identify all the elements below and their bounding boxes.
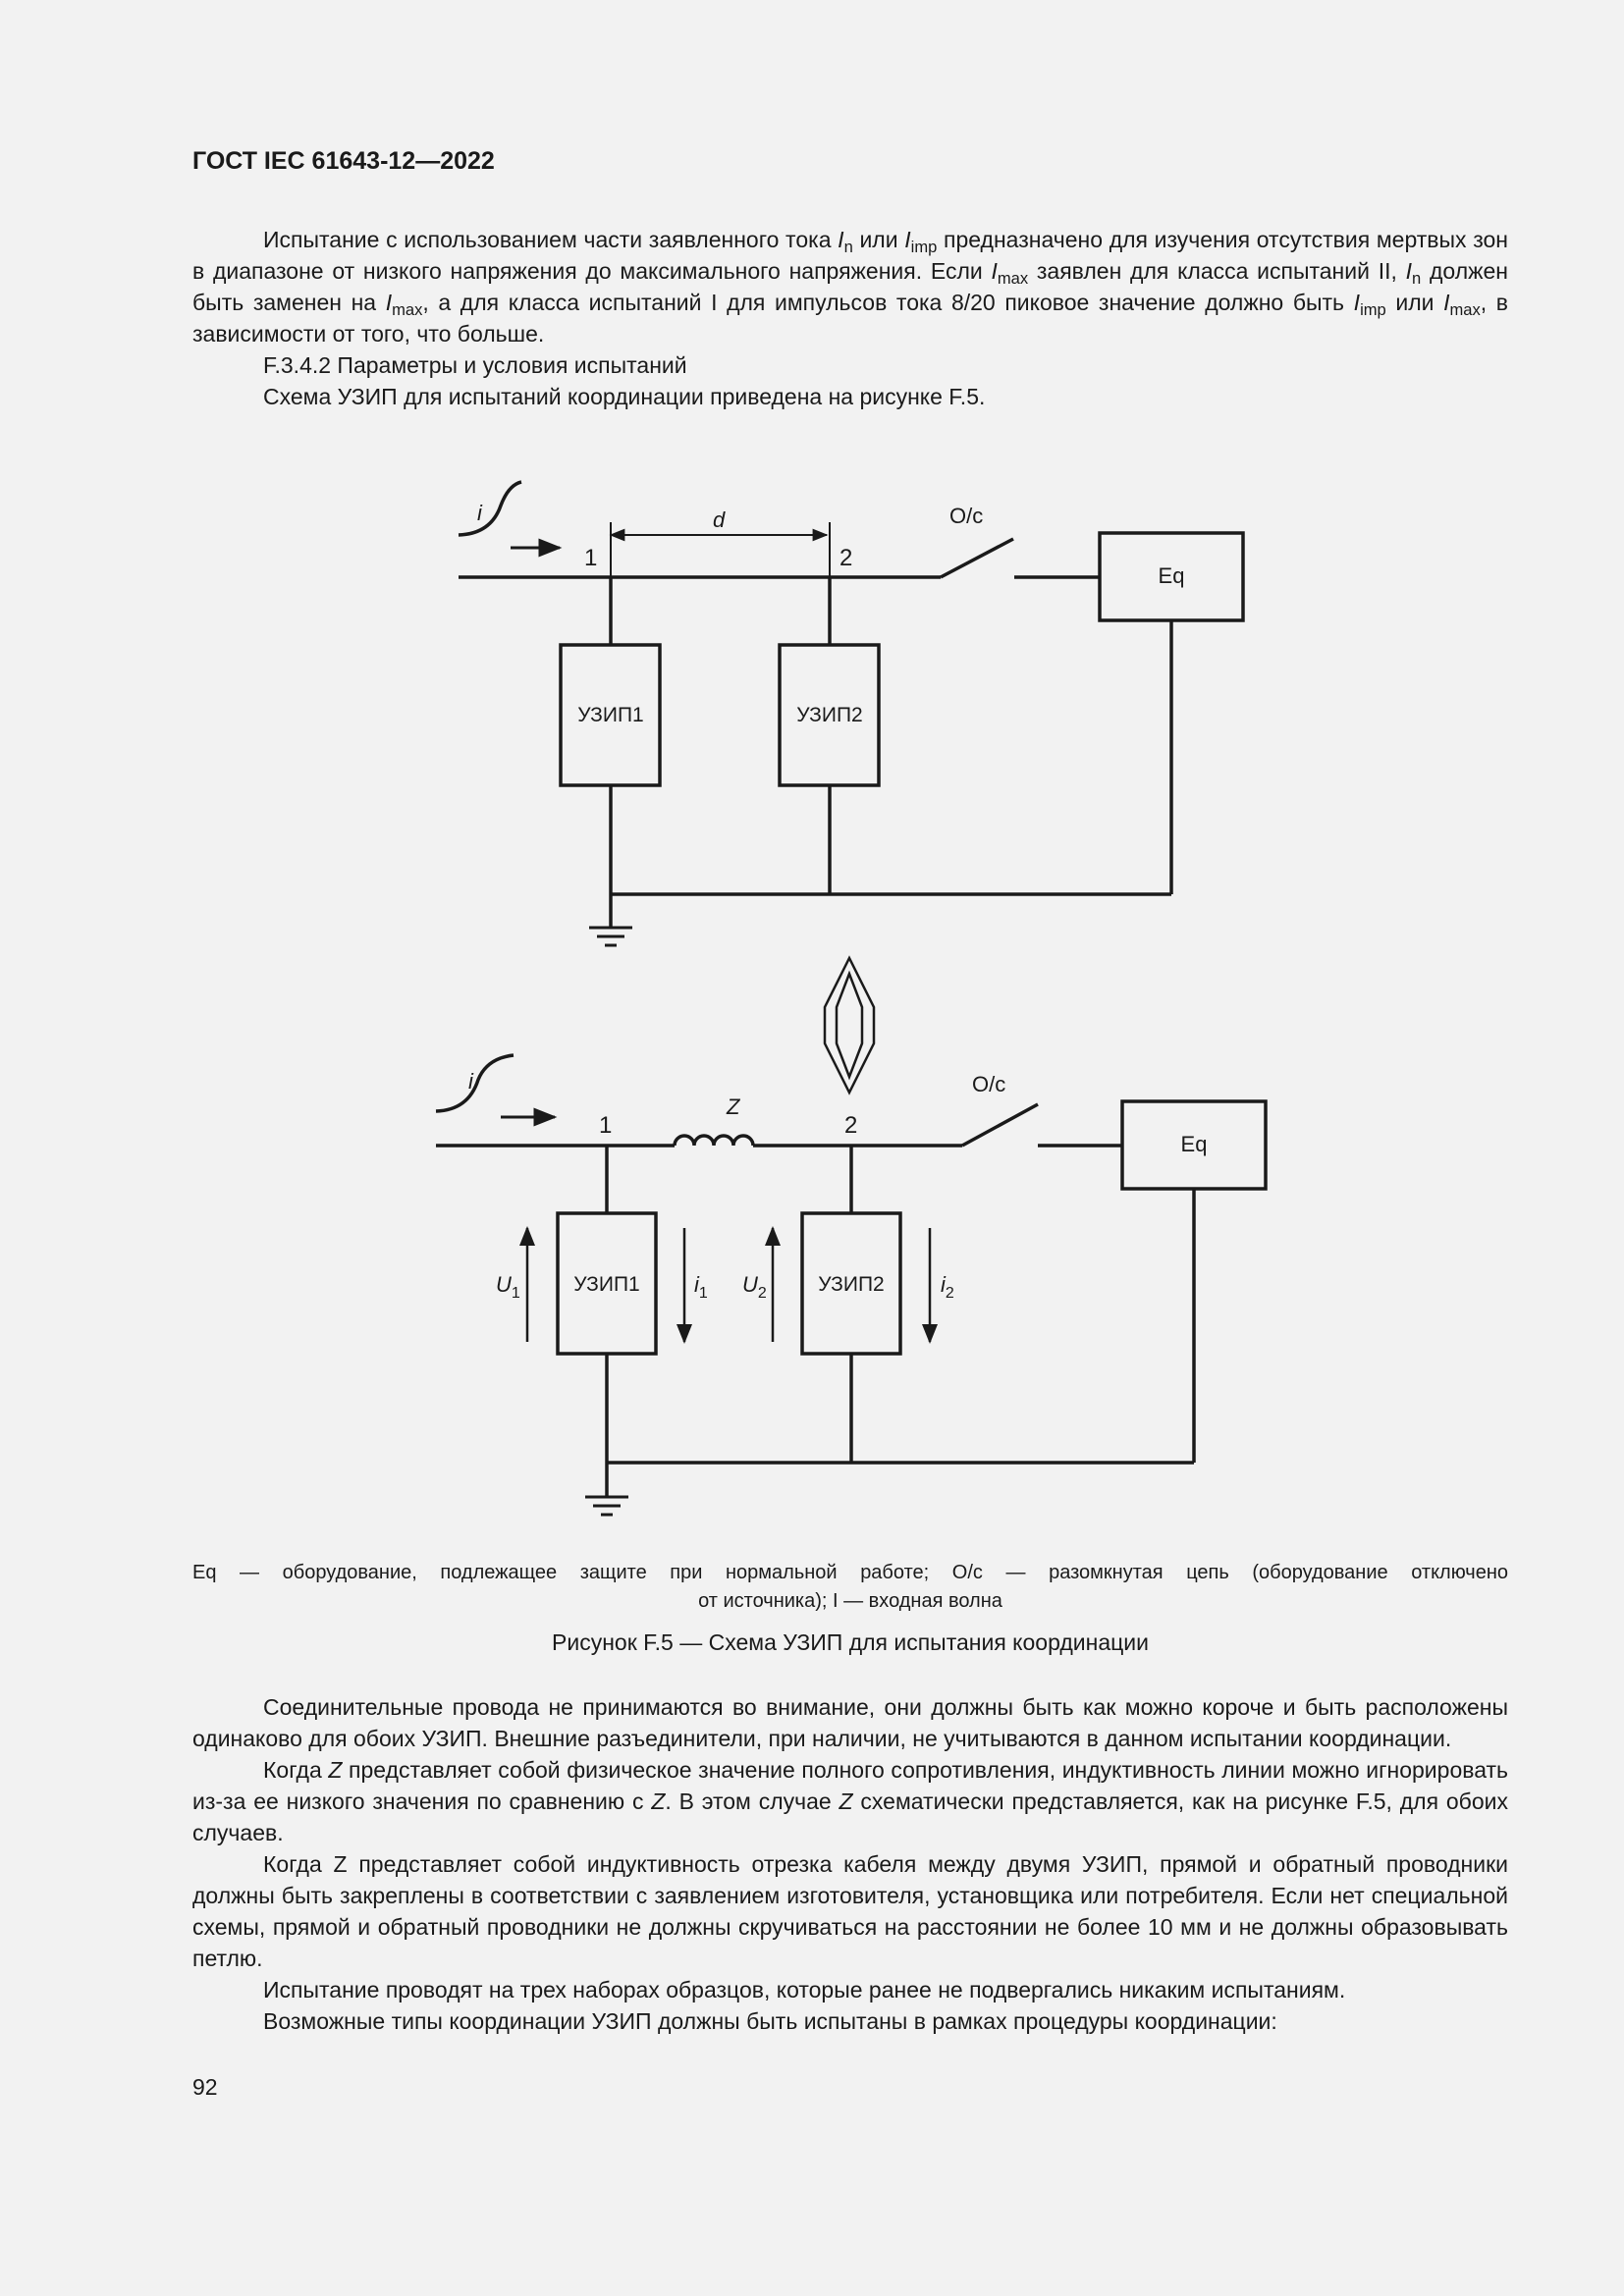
figure-caption: Рисунок F.5 — Схема УЗИП для испытания координации <box>552 1629 1149 1655</box>
legend-line-1: Eq — оборудование, подлежащее защите при нормальной работе; O/c — разомкнутая цепь (оборудование отключено <box>192 1562 1508 1583</box>
current-label-top: i <box>477 501 482 525</box>
spd1-label-top: УЗИП1 <box>577 704 644 726</box>
intro-paragraph-1: Испытание с использованием части заявленного тока $I_n$ или $I_{imp}$ предназначено для изучения отсутствия мертвых зон в диапазоне от низкого напряжения до максимального напряжения. Если $I_{max}$ заявлен для класса испытаний II, $I_n$ должен быть заменен на $I_{max}$, а для класса испытаний I для импульсов тока 8/20 пиковое значение должно быть $I_{imp}$ или $I_{max}$, в зависимости от того, что больше. <box>192 227 1508 347</box>
eq-label-top: Eq <box>1158 563 1185 588</box>
impulse-waveform-bottom <box>436 1055 514 1111</box>
spd2-label-top: УЗИП2 <box>796 704 863 726</box>
section-heading: F.3.4.2 Параметры и условия испытаний <box>263 352 687 378</box>
eq-label-bottom: Eq <box>1180 1132 1208 1156</box>
body-paragraph-3: Когда Z представляет собой индуктивность отрезка кабеля между двумя УЗИП, прямой и обратный проводники должны быть закреплены в соответствии с заявлением изготовителя, установщика или потребителя. Если нет специальной схемы, прямой и обратный проводники не должны скручиваться на расстоянии не более 10 мм и не должны образовывать петлю. <box>192 1851 1508 1971</box>
u1-label: $U_1$ <box>496 1272 520 1302</box>
intro-text <box>192 224 1508 412</box>
equivalence-arrow <box>825 958 874 1093</box>
switch-blade-bottom <box>962 1104 1038 1146</box>
legend-line-2: от источника); I — входная волна <box>698 1590 1002 1612</box>
distance-label: d <box>713 507 726 532</box>
open-circuit-label-bottom: O/c <box>972 1072 1006 1096</box>
figure-legend <box>192 1559 1508 1616</box>
switch-blade-top <box>941 539 1013 577</box>
document-header: ГОСТ IEC 61643-12—2022 <box>192 147 495 175</box>
intro-paragraph-3: Схема УЗИП для испытаний координации приведена на рисунке F.5. <box>263 384 986 409</box>
body-paragraph-1: Соединительные провода не принимаются во внимание, они должны быть как можно короче и быть расположены одинаково для обоих УЗИП. Внешние разъединители, при наличии, не учитываются в данном испытании координации. <box>192 1694 1508 1751</box>
current-label-bottom: i <box>468 1069 473 1094</box>
body-paragraph-4: Испытание проводят на трех наборах образцов, которые ранее не подвергались никаким испытаниям. <box>263 1977 1346 2002</box>
page-number: 92 <box>192 2074 218 2100</box>
u2-label: $U_2$ <box>742 1272 767 1302</box>
spd2-label-bottom: УЗИП2 <box>818 1273 885 1296</box>
i2-label: $i_2$ <box>941 1272 954 1302</box>
node-2-label-top: 2 <box>839 545 853 571</box>
open-circuit-label-top: O/c <box>949 504 984 528</box>
body-paragraph-5: Возможные типы координации УЗИП должны быть испытаны в рамках процедуры координации: <box>263 2008 1277 2034</box>
spd1-label-bottom: УЗИП1 <box>573 1273 640 1296</box>
inductor-z <box>675 1136 753 1146</box>
spd-coordination-diagram <box>393 461 1296 1551</box>
body-text <box>192 1691 1508 2037</box>
ground-symbol-top <box>589 928 632 945</box>
node-1-label-bottom: 1 <box>599 1112 613 1139</box>
node-1-label-top: 1 <box>584 545 598 571</box>
node-2-label-bottom: 2 <box>844 1112 858 1139</box>
impulse-waveform-top <box>459 482 521 535</box>
body-paragraph-2: Когда Z представляет собой физическое значение полного сопротивления, индуктивность линии можно игнорировать из-за ее низкого значения по сравнению с Z. В этом случае Z схематически представляется, как на рисунке F.5, для обоих случаев. <box>192 1757 1508 1845</box>
z-label: Z <box>727 1095 740 1119</box>
ground-symbol-bottom <box>585 1497 628 1515</box>
i1-label: $i_1$ <box>694 1272 708 1302</box>
